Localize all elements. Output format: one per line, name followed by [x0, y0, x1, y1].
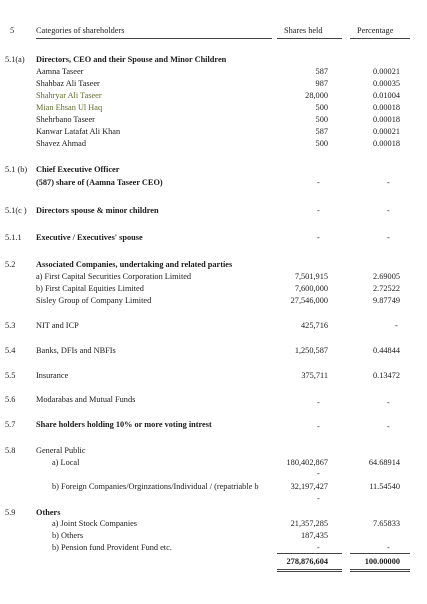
row-name: Shehrbano Taseer	[36, 115, 95, 124]
row-name: Mian Ehsan Ul Haq	[36, 103, 103, 112]
section-no-5-6: 5.6	[5, 395, 16, 404]
row-shares: 425,716	[301, 321, 328, 330]
section-title-5-5: Insurance	[36, 371, 69, 380]
row-percentage: -	[387, 398, 390, 407]
totals-rule-pct-top	[350, 553, 410, 554]
totals-double-rule-shares	[277, 569, 342, 572]
row-shares: 187,435	[301, 531, 328, 540]
row-name: Kanwar Latafat Ali Khan	[36, 127, 121, 136]
row-shares: 27,546,000	[290, 296, 328, 305]
row-shares: -	[317, 206, 320, 215]
row-percentage: -	[387, 543, 390, 552]
row-shares: 375,711	[301, 371, 328, 380]
row-shares: 500	[315, 115, 328, 124]
row-name: Shahryar Ali Taseer	[36, 91, 102, 100]
row-name: b) Foreign Companies/Orginzations/Individual / (repatriable b	[52, 482, 259, 491]
row-name: b) First Capital Equities Limited	[36, 284, 144, 293]
row-name: Shahbaz Ali Taseer	[36, 79, 100, 88]
row-name: a) Joint Stock Companies	[52, 519, 138, 528]
header-no: 5	[10, 26, 15, 35]
section-no-5-1c: 5.1(c )	[5, 206, 27, 215]
row-shares: -	[317, 422, 320, 431]
row-percentage: 0.00035	[373, 79, 400, 88]
row-percentage: 0.00018	[373, 115, 400, 124]
row-dash: -	[317, 494, 320, 503]
row-percentage: 7.65833	[373, 519, 400, 528]
row-shares: 32,197,427	[290, 482, 328, 491]
section-title-5-6: Modarabas and Mutual Funds	[36, 395, 136, 404]
totals-rule-shares-top	[277, 553, 342, 554]
section-no-5-1b: 5.1 (b)	[5, 165, 28, 174]
row-shares: -	[317, 233, 320, 242]
row-shares: 1,250,587	[294, 346, 328, 355]
row-shares: 21,357,285	[290, 519, 328, 528]
section-no-5-5: 5.5	[5, 371, 16, 380]
section-title-5-8: General Public	[36, 446, 86, 455]
section-no-5-8: 5.8	[5, 446, 16, 455]
row-percentage: 9.87749	[373, 296, 400, 305]
row-percentage: 2.72522	[373, 284, 400, 293]
row-shares: 28,000	[305, 91, 328, 100]
section-no-5-1-1: 5.1.1	[5, 233, 22, 242]
row-percentage: -	[387, 206, 390, 215]
section-title-5-4: Banks, DFIs and NBFIs	[36, 346, 116, 355]
row-percentage: 0.00018	[373, 103, 400, 112]
section-no-5-7: 5.7	[5, 420, 16, 429]
row-percentage: 2.69005	[373, 272, 400, 281]
row-shares: -	[317, 178, 320, 187]
header-underline-shares	[277, 38, 342, 39]
total-percentage: 100.00000	[364, 557, 400, 566]
total-shares: 278,876,604	[286, 557, 328, 566]
row-percentage: 0.00021	[373, 127, 400, 136]
row-percentage: 11.54540	[369, 482, 400, 491]
row-shares: 500	[315, 139, 328, 148]
row-shares: -	[317, 398, 320, 407]
row-percentage: -	[387, 422, 390, 431]
row-name: b) Others	[52, 531, 84, 540]
row-name: b) Pension fund Provident Fund etc.	[52, 543, 172, 552]
row-shares: 7,501,915	[294, 272, 328, 281]
row-name: Shavez Ahmad	[36, 139, 86, 148]
header-shares: Shares held	[284, 26, 323, 35]
header-percentage: Percentage	[357, 26, 394, 35]
row-shares: 180,402,867	[286, 458, 328, 467]
row-percentage: 0.13472	[373, 371, 400, 380]
row-percentage: -	[395, 321, 398, 330]
section-no-5-9: 5.9	[5, 508, 16, 517]
header-underline-percentage	[350, 38, 410, 39]
row-percentage: -	[387, 178, 390, 187]
totals-double-rule-pct	[350, 569, 410, 572]
section-title-5-3: NIT and ICP	[36, 321, 79, 330]
row-percentage: 0.44844	[373, 346, 400, 355]
row-shares: 587	[315, 127, 328, 136]
section-no-5-4: 5.4	[5, 346, 16, 355]
row-name: Aamna Taseer	[36, 67, 84, 76]
row-dash: -	[317, 469, 320, 478]
section-no-5-2: 5.2	[5, 260, 16, 269]
section-title-5-1b: Chief Executive Officer	[36, 165, 120, 174]
row-shares: 7,600,000	[294, 284, 328, 293]
row-shares: 587	[315, 67, 328, 76]
row-percentage: 0.00021	[373, 67, 400, 76]
section-subtitle-5-1b: (587) share of (Aamna Taseer CEO)	[36, 178, 163, 187]
section-title-5-1c: Directors spouse & minor children	[36, 206, 159, 215]
section-no-5-3: 5.3	[5, 321, 16, 330]
section-title-5-9: Others	[36, 508, 61, 517]
row-shares: -	[317, 543, 320, 552]
row-percentage: 64.68914	[368, 458, 400, 467]
header-categories: Categories of shareholders	[36, 26, 125, 35]
header-underline-categories	[36, 38, 272, 39]
row-percentage: 0.00018	[373, 139, 400, 148]
row-percentage: 0.01004	[373, 91, 400, 100]
row-name: Sisley Group of Company Limited	[36, 296, 152, 305]
section-title-5-7: Share holders holding 10% or more voting intrest	[36, 420, 212, 429]
row-percentage: -	[387, 233, 390, 242]
section-title-5-1-1: Executive / Executives' spouse	[36, 233, 143, 242]
row-shares: 987	[315, 79, 328, 88]
section-no-5-1a: 5.1(a)	[5, 55, 25, 64]
row-shares: 500	[315, 103, 328, 112]
row-name: a) First Capital Securities Corporation Limited	[36, 272, 192, 281]
section-title-5-1a: Directors, CEO and their Spouse and Minor Children	[36, 55, 227, 64]
section-title-5-2: Associated Companies, undertaking and related parties	[36, 260, 233, 269]
row-name: a) Local	[52, 458, 80, 467]
